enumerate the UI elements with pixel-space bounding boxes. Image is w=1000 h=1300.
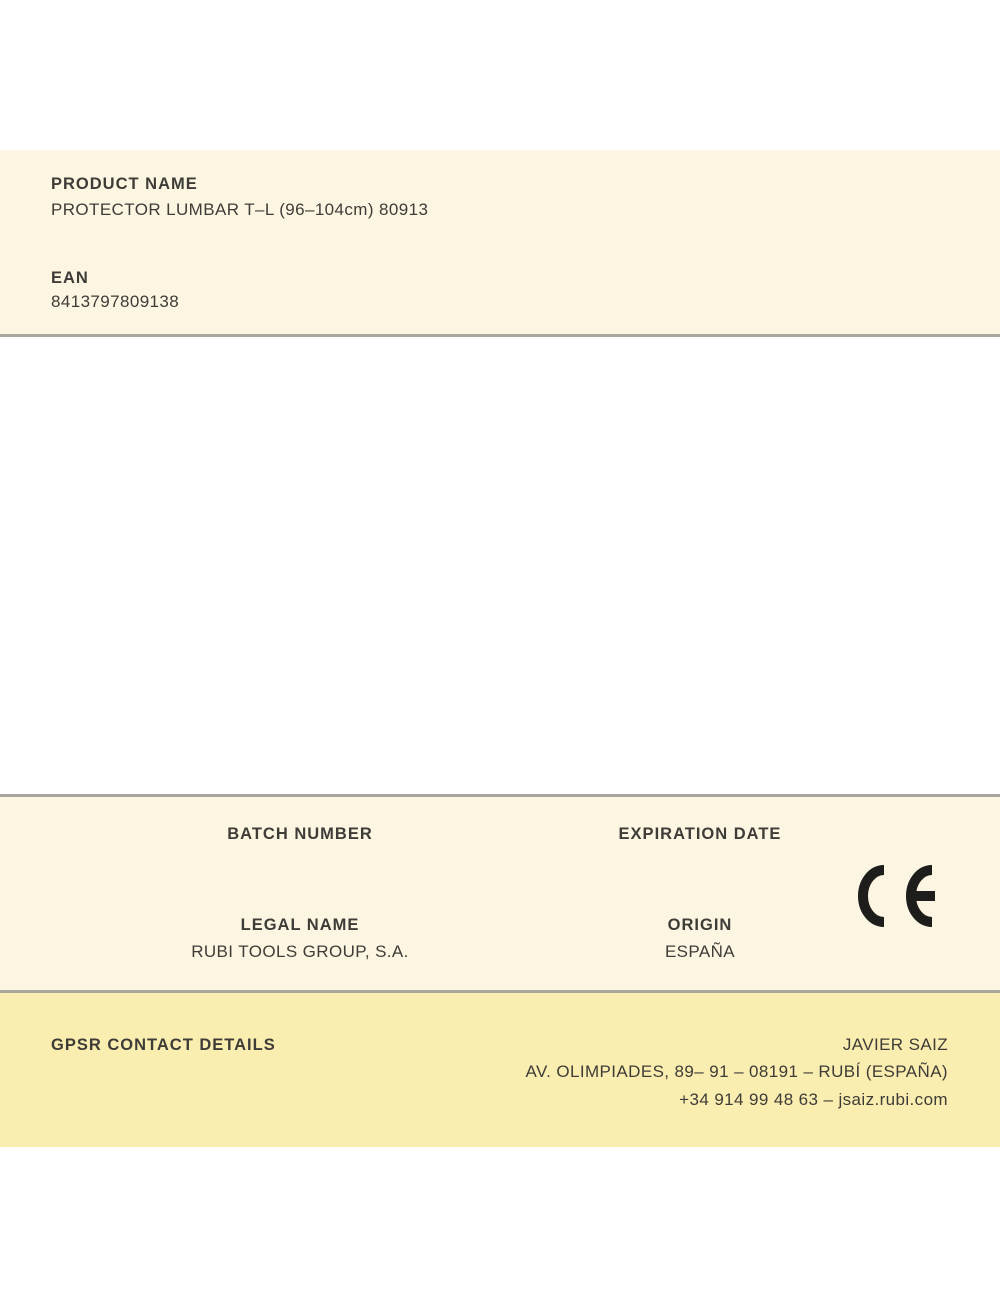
gpsr-contact-address: AV. OLIMPIADES, 89– 91 – 08191 – RUBÍ (ESPAÑA) bbox=[525, 1062, 948, 1081]
gpsr-contact-name: JAVIER SAIZ bbox=[842, 1035, 948, 1054]
batch-expiration-row bbox=[100, 824, 900, 844]
ean-label: EAN bbox=[51, 269, 89, 287]
batch-number-label: BATCH NUMBER bbox=[227, 825, 373, 843]
product-name-value: PROTECTOR LUMBAR T–L (96–104cm) 80913 bbox=[51, 200, 429, 219]
origin-label: ORIGIN bbox=[667, 916, 733, 934]
origin-value: ESPAÑA bbox=[664, 942, 736, 961]
ce-mark-icon bbox=[858, 865, 940, 932]
expiration-date-label: EXPIRATION DATE bbox=[618, 825, 782, 843]
legal-origin-value-row bbox=[100, 942, 900, 962]
legal-origin-label-row bbox=[100, 915, 900, 935]
product-name-label: PRODUCT NAME bbox=[51, 175, 198, 193]
legal-name-label: LEGAL NAME bbox=[240, 916, 360, 934]
gpsr-section bbox=[0, 993, 1000, 1147]
gpsr-contact-phone-web: +34 914 99 48 63 – jsaiz.rubi.com bbox=[679, 1090, 948, 1109]
legal-name-value: RUBI TOOLS GROUP, S.A. bbox=[191, 942, 409, 961]
ean-value: 8413797809138 bbox=[51, 292, 180, 311]
traceability-section bbox=[0, 794, 1000, 993]
product-section bbox=[0, 150, 1000, 337]
gpsr-heading: GPSR CONTACT DETAILS bbox=[51, 1036, 276, 1054]
